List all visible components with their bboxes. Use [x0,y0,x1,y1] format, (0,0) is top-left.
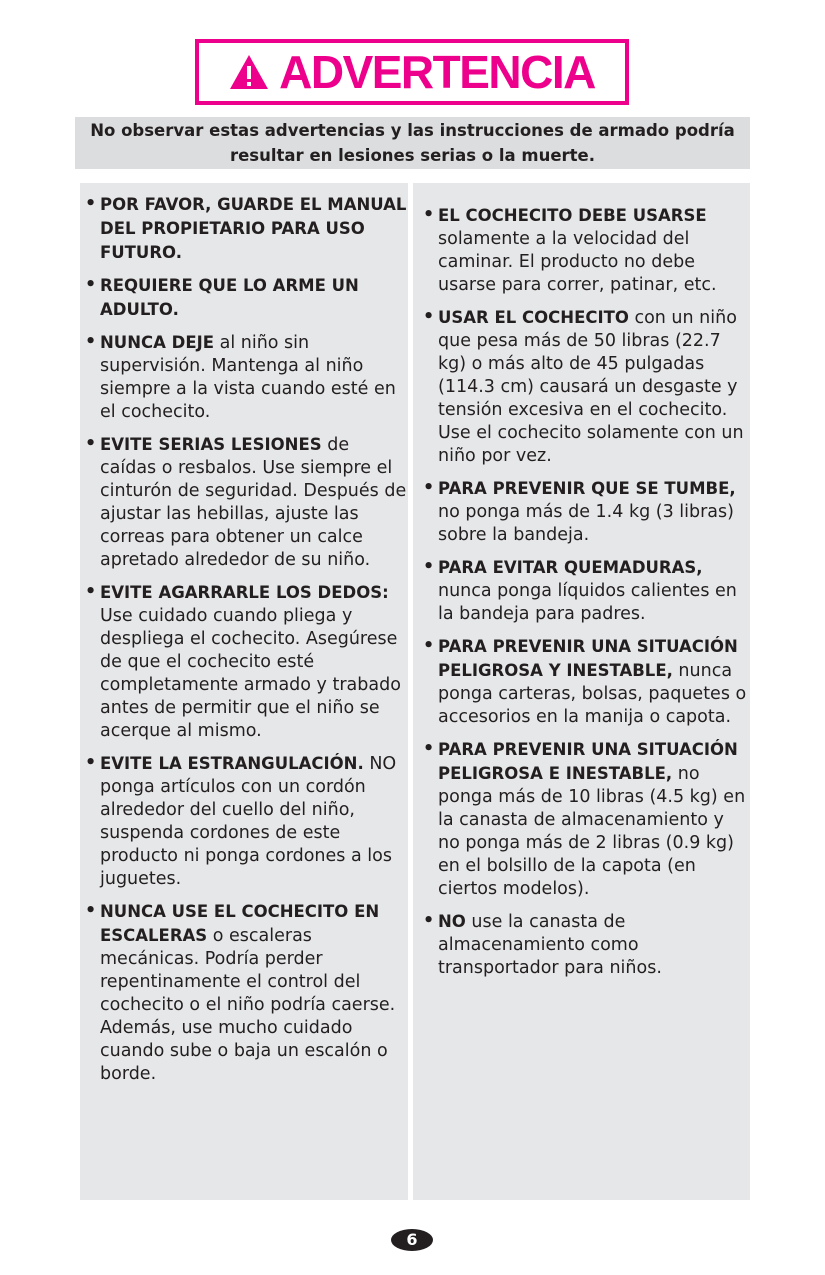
warning-item [85,274,408,322]
warning-item-text: de caídas o resbalos. Use siempre el cinturón de seguridad. Después de ajustar las hebillas, ajuste las correas para obtener un calce apretado alrededor de su niño. [100,435,407,570]
warning-item [423,477,750,547]
warning-item [423,204,750,297]
warning-triangle-icon [229,53,269,91]
warning-item-text: use la canasta de almacenamiento como transportador para niños. [438,912,662,978]
warning-item-text: no ponga más de 10 libras (4.5 kg) en la canasta de almacenamiento y no ponga más de 2 libras (0.9 kg) en el bolsillo de la capota (en ciertos modelos). [438,764,746,899]
warning-item-heading: EVITE SERIAS LESIONES [100,435,322,454]
warning-item-heading: EVITE LA ESTRANGULACIÓN. [100,754,364,773]
warning-item-heading: PARA EVITAR QUEMADURAS, [438,558,703,577]
warning-item-text: NO ponga artículos con un cordón alrededor del cuello del niño, suspenda cordones de este producto ni ponga cordones a los juguetes. [100,754,397,889]
warning-item [85,900,408,1086]
warning-item [423,306,750,468]
warning-title-box [195,39,629,105]
warning-item-heading: REQUIERE QUE LO ARME UN ADULTO. [100,276,359,319]
warning-item-heading: NUNCA USE EL COCHECITO EN ESCALERAS [100,902,380,945]
warning-item-heading: PARA PREVENIR UNA SITUACIÓN PELIGROSA Y INESTABLE, [438,637,738,680]
right-warning-column [413,183,750,1200]
warning-item [423,556,750,626]
warning-item-text: solamente a la velocidad del caminar. El producto no debe usarse para correr, patinar, etc. [438,229,717,295]
page-title: ADVERTENCIA [279,46,595,98]
warning-item-text: nunca ponga líquidos calientes en la bandeja para padres. [438,581,737,624]
warning-item [85,331,408,424]
warning-item-heading: EVITE AGARRARLE LOS DEDOS: [100,583,389,602]
warning-item-text: con un niño que pesa más de 50 libras (22.7 kg) o más alto de 45 pulgadas (114.3 cm) causará un desgaste y tensión excesiva en el cochecito. Use el cochecito solamente con un niño por vez. [438,308,744,466]
warning-item-heading: NUNCA DEJE [100,333,215,352]
warning-item [85,581,408,743]
warning-item-heading: USAR EL COCHECITO [438,308,629,327]
warning-item [85,752,408,891]
warning-item [85,193,408,265]
warning-item-text: Use cuidado cuando pliega y despliega el cochecito. Asegúrese de que el cochecito esté completamente armado y trabado antes de permitir que el niño se acerque al mismo. [100,606,401,741]
warning-item [423,738,750,901]
warning-item-heading: PARA PREVENIR QUE SE TUMBE, [438,479,736,498]
page-number: 6 [391,1229,433,1251]
warning-item-heading: NO [438,912,466,931]
warning-item-heading: PARA PREVENIR UNA SITUACIÓN PELIGROSA E INESTABLE, [438,740,738,783]
warning-item-heading: EL COCHECITO DEBE USARSE [438,206,707,225]
warning-item-heading: POR FAVOR, GUARDE EL MANUAL DEL PROPIETARIO PARA USO FUTURO. [100,195,407,262]
warning-banner: No observar estas advertencias y las instrucciones de armado podría resultar en lesiones serias o la muerte. [75,117,750,169]
warning-item [423,635,750,729]
warning-item-text: no ponga más de 1.4 kg (3 libras) sobre la bandeja. [438,502,734,545]
warning-item-text: nunca ponga carteras, bolsas, paquetes o accesorios en la manija o capota. [438,661,747,727]
warning-item [85,433,408,572]
warning-item-text: o escaleras mecánicas. Podría perder repentinamente el control del cochecito o el niño podría caerse. Además, use mucho cuidado cuando sube o baja un escalón o borde. [100,926,396,1084]
warning-item-text: al niño sin supervisión. Mantenga al niño siempre a la vista cuando esté en el cochecito. [100,333,396,422]
left-warning-column [80,183,408,1200]
warning-item [423,910,750,980]
